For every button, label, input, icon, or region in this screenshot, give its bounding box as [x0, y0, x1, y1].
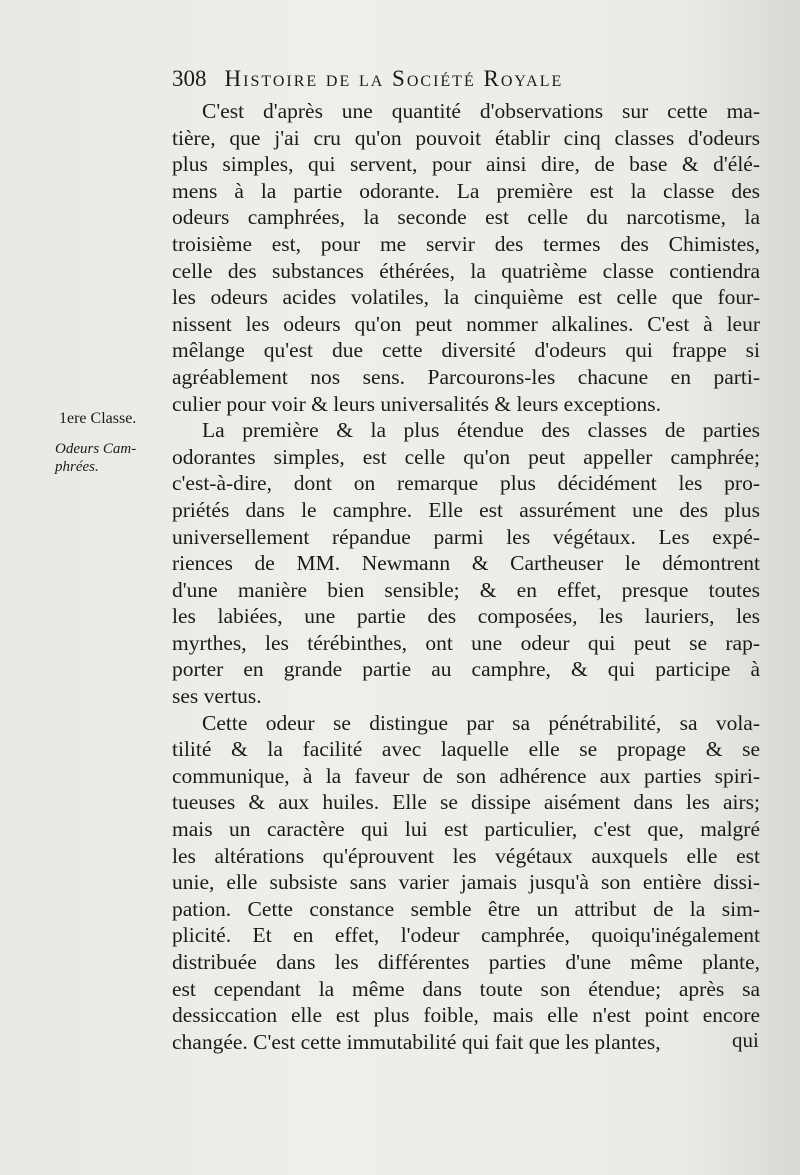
text-line: priétés dans le camphre. Elle est assurément une des plus	[172, 497, 760, 522]
running-title: Histoire de la Société Royale	[224, 66, 564, 91]
text-line: unie, elle subsiste sans varier jamais jusqu'à son entière dissi-	[172, 870, 760, 895]
text-line: pation. Cette constance semble être un attribut de la sim-	[172, 896, 760, 921]
text-line: nissent les odeurs qu'on peut nommer alkalines. C'est à leur	[172, 311, 760, 336]
text-line: culier pour voir & leurs universalités & leurs exceptions.	[172, 391, 661, 416]
text-line: distribuée dans les différentes parties d'une même plante,	[172, 950, 760, 974]
paragraph	[172, 98, 760, 417]
text-line: les odeurs acides volatiles, la cinquième est celle que four-	[172, 285, 760, 310]
text-line: ses vertus.	[172, 684, 262, 709]
text-line: communique, à la faveur de son adhérence aux parties spiri-	[172, 763, 760, 788]
text-line: les labiées, une partie des composées, les lauriers, les	[172, 604, 760, 629]
paragraph	[172, 417, 760, 710]
paragraph	[172, 710, 760, 1056]
text-line: plicité. Et en effet, l'odeur camphrée, quoiqu'inégalement	[172, 923, 760, 948]
text-line: est cependant la même dans toute son étendue; après sa	[172, 976, 760, 1001]
margin-subject-line-1: Odeurs Cam-	[55, 441, 137, 457]
text-line: odeurs camphrées, la seconde est celle du narcotisme, la	[172, 205, 760, 230]
text-line: riences de MM. Newmann & Cartheuser le démontrent	[172, 551, 760, 576]
margin-class-label: 1ere Classe.	[59, 410, 137, 427]
text-line: porter en grande partie au camphre, & qui participe à	[172, 657, 760, 682]
page-number: 308	[172, 66, 207, 91]
running-head	[172, 66, 762, 92]
text-line: troisième est, pour me servir des termes des Chimistes,	[172, 231, 760, 256]
text-line: universellement répandue parmi les végétaux. Les expé-	[172, 524, 760, 549]
text-line: myrthes, les térébinthes, ont une odeur qui peut se rap-	[172, 630, 760, 655]
text-line: dessiccation elle est plus foible, mais elle n'est point encore	[172, 1003, 760, 1028]
text-line: d'une manière bien sensible; & en effet, presque toutes	[172, 577, 760, 602]
text-line: plus simples, qui servent, pour ainsi dire, de base & d'élé-	[172, 152, 760, 177]
text-line: C'est d'après une quantité d'observations sur cette ma-	[202, 99, 760, 123]
margin-notes	[55, 410, 175, 476]
text-line: les altérations qu'éprouvent les végétaux auxquels elle est	[172, 843, 760, 868]
text-line: La première & la plus étendue des classes de parties	[202, 418, 760, 443]
text-line: agréablement nos sens. Parcourons-les chacune en parti-	[172, 364, 760, 389]
text-line: mens à la partie odorante. La première est la classe des	[172, 178, 760, 203]
text-line: tière, que j'ai cru qu'on pouvoit établir cinq classes d'odeurs	[172, 125, 760, 150]
text-line: mais un caractère qui lui est particulier, c'est que, malgré	[172, 817, 760, 842]
text-line: changée. C'est cette immutabilité qui fait que les plantes,	[172, 1029, 661, 1054]
text-line: tueuses & aux huiles. Elle se dissipe aisément dans les airs;	[172, 790, 760, 815]
margin-subject-line-2: phrées.	[55, 459, 99, 475]
text-line: mêlange qu'est due cette diversité d'odeurs qui frappe si	[172, 338, 760, 363]
text-line: tilité & la facilité avec laquelle elle se propage & se	[172, 737, 760, 762]
body-text	[172, 98, 760, 1055]
catchword: qui	[732, 1028, 759, 1052]
text-line: odorantes simples, est celle qu'on peut appeller camphrée;	[172, 444, 760, 469]
text-line: celle des substances éthérées, la quatrième classe contiendra	[172, 258, 760, 283]
text-line: Cette odeur se distingue par sa pénétrabilité, sa vola-	[202, 710, 760, 735]
text-line: c'est-à-dire, dont on remarque plus décidément les pro-	[172, 471, 760, 496]
